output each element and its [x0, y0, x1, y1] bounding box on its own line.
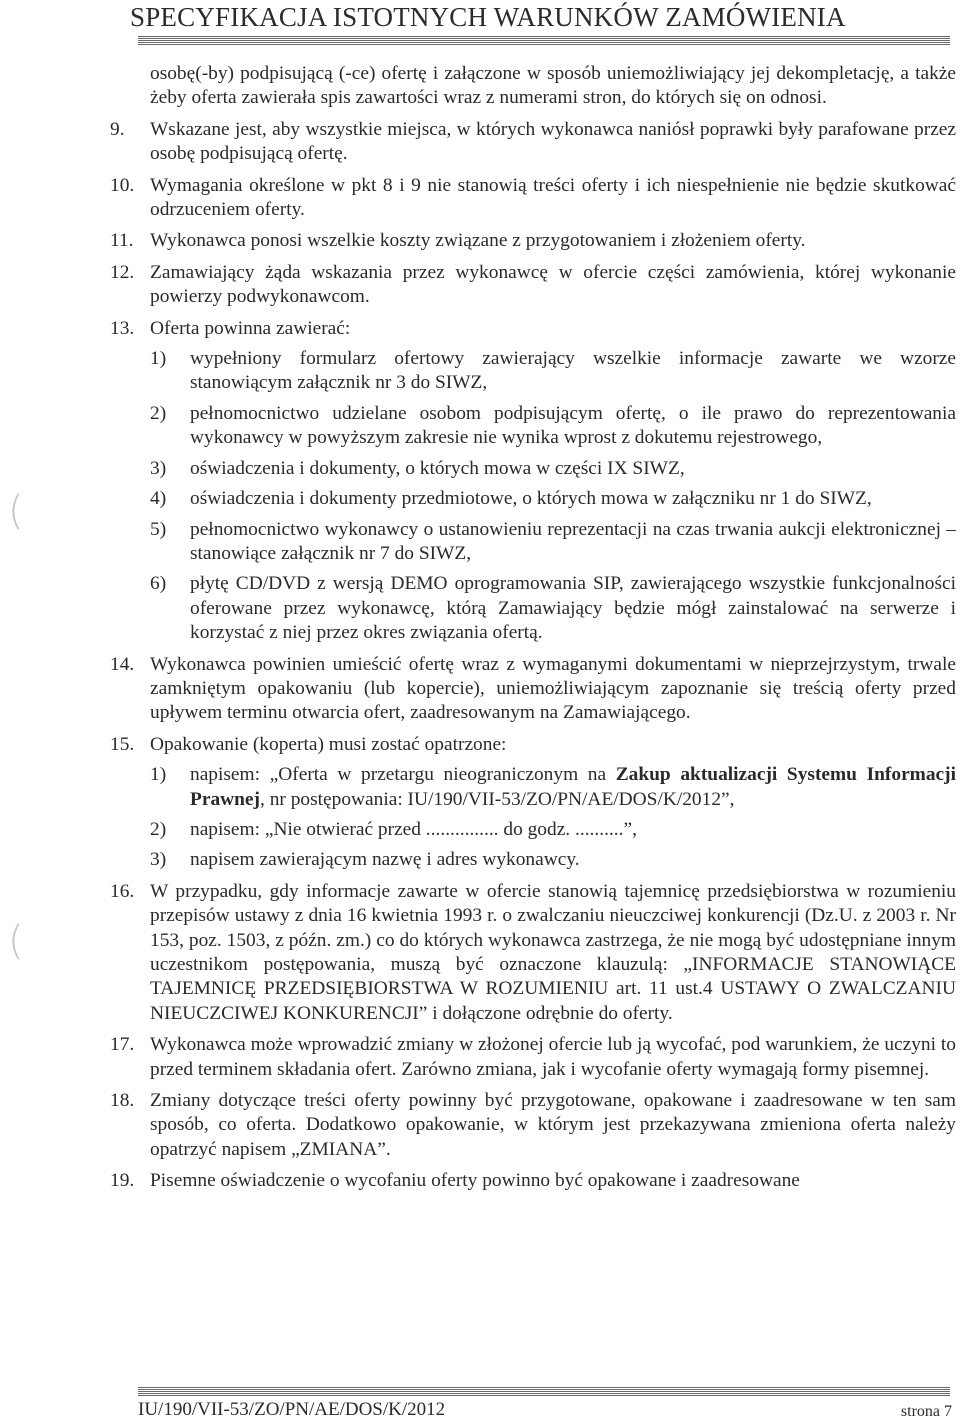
- sub-item-2: [150, 818, 956, 842]
- list-item-12: [110, 261, 956, 310]
- footer-rule: [138, 1387, 950, 1396]
- sub-item-number: 5): [150, 518, 167, 540]
- sub-item-4: [150, 487, 956, 511]
- item-text: Zmiany dotyczące treści oferty powinny być przygotowane, opakowane i zaadresowane w ten sam sposób, co oferta. Dodatkowo opakowanie, w którym jest przekazywana zmieniona oferta należy opatrzyć napisem „ZMIANA”.: [150, 1090, 956, 1160]
- sub-item-number: 3): [150, 849, 167, 871]
- item-text: Wykonawca ponosi wszelkie koszty związane z przygotowaniem i złożeniem oferty.: [150, 230, 806, 252]
- list-item-15: [110, 733, 956, 873]
- item-number: 15.: [110, 733, 135, 755]
- sub-item-6: [150, 572, 956, 645]
- sub-item-number: 2): [150, 818, 167, 840]
- item-text: Pisemne oświadczenie o wycofaniu oferty powinno być opakowane i zaadresowane: [150, 1170, 800, 1192]
- procurement-subject: Zakup aktualizacji Systemu Informacji Prawnej: [190, 764, 956, 810]
- sub-item-text: płytę CD/DVD z wersją DEMO oprogramowania SIP, zawierającego wszystkie funkcjonalności oferowane przez wykonawcę, którą Zamawiający będzie mógł zainstalować na serwerze i korzystać z niej przez okres związania ofertą.: [190, 573, 956, 644]
- sub-item-text: [190, 763, 956, 812]
- list-item-14: [110, 653, 956, 726]
- item-text: Wymagania określone w pkt 8 i 9 nie stanowią treści oferty i ich niespełnienie nie będzie skutkować odrzuceniem oferty.: [150, 174, 956, 221]
- sub-item-number: 1): [150, 348, 167, 370]
- sub-item-text: wypełniony formularz ofertowy zawierający wszelkie informacje zawarte we wzorze stanowiącym załącznik nr 3 do SIWZ,: [190, 348, 956, 394]
- item-number: 13.: [110, 317, 135, 339]
- sub-item-3: [150, 848, 956, 872]
- sub-item-text: oświadczenia i dokumenty, o których mowa w części IX SIWZ,: [190, 457, 685, 479]
- margin-mark: (: [8, 918, 24, 964]
- sub-item-text: napisem zawierającym nazwę i adres wykonawcy.: [190, 849, 580, 871]
- list-item-13: [110, 317, 956, 646]
- item-text: W przypadku, gdy informacje zawarte w ofercie stanowią tajemnicę przedsiębiorstwa w rozumieniu przepisów ustawy z dnia 16 kwietnia 1993 r. o zwalczaniu nieuczciwej konkurencji (Dz.U. z 2003 r. Nr 153, poz. 1503, z późn. zm.) co do których wykonawca zastrzega, że nie mogą być udostępniane innym uczestnikom postępowania, muszą być oznaczone klauzulą: „INFORMACJE STANOWIĄCE TAJEMNICĘ PRZEDSIĘBIORSTWA W ROZUMIENIU art. 11 ust.4 USTAWY O ZWALCZANIU NIEUCZCIWEJ KONKURENCJI” i dołączone odrębnie do oferty.: [150, 880, 956, 1024]
- sub-item-number: 1): [150, 764, 167, 786]
- item-text: Zamawiający żąda wskazania przez wykonawcę w ofercie części zamówienia, której wykonanie powierzy podwykonawcom.: [150, 261, 956, 308]
- sub-item-number: 6): [150, 573, 167, 595]
- sub-item-text: napisem: „Nie otwierać przed ............... do godz. ..........”,: [190, 818, 637, 840]
- item-number: 9.: [110, 118, 125, 140]
- sub-item-1: [150, 763, 956, 812]
- list-item-19: [110, 1169, 956, 1193]
- item-number: 18.: [110, 1090, 135, 1112]
- sub-item-text-post: , nr postępowania: IU/190/VII-53/ZO/PN/AE/DOS/K/2012”,: [260, 788, 735, 810]
- sub-item-text: pełnomocnictwo udzielane osobom podpisującym ofertę, o ile prawo do reprezentowania wykonawcy w powyższym zakresie nie wynika wprost z dokutemu rejestrowego,: [190, 402, 956, 449]
- item-number: 12.: [110, 261, 135, 283]
- page-header-title: SPECYFIKACJA ISTOTNYCH WARUNKÓW ZAMÓWIENIA: [130, 2, 846, 32]
- sub-item-text: pełnomocnictwo wykonawcy o ustanowieniu reprezentacji na czas trwania aukcji elektronicznej – stanowiące załącznik nr 7 do SIWZ,: [190, 518, 956, 564]
- item-number: 16.: [110, 880, 135, 902]
- list-item-18: [110, 1089, 956, 1162]
- list-item-11: [110, 229, 956, 253]
- item-number: 14.: [110, 653, 135, 675]
- sub-item-number: 4): [150, 488, 167, 510]
- sub-item-3: [150, 457, 956, 481]
- header-rule: [138, 36, 950, 45]
- document-body: [110, 62, 956, 1201]
- item-text: Opakowanie (koperta) musi zostać opatrzone:: [150, 733, 507, 755]
- item-number: 19.: [110, 1170, 135, 1192]
- item-text: Wskazane jest, aby wszystkie miejsca, w których wykonawca naniósł poprawki były parafowane przez osobę podpisującą ofertę.: [150, 118, 956, 165]
- sub-item-1: [150, 347, 956, 396]
- item-number: 10.: [110, 174, 135, 196]
- list-item-17: [110, 1033, 956, 1082]
- list-item-16: [110, 880, 956, 1026]
- margin-mark: (: [8, 488, 24, 534]
- item-number: 11.: [110, 230, 134, 252]
- sub-item-number: 2): [150, 402, 167, 424]
- page-number: strona 7: [900, 1403, 952, 1420]
- intro-paragraph: osobę(-by) podpisującą (-ce) ofertę i załączone w sposób uniemożliwiający jej dekompletację, a także żeby oferta zawierała spis zawartości wraz z numerami stron, do których się on odnosi.: [150, 63, 956, 109]
- sub-item-2: [150, 402, 956, 451]
- sub-item-text-pre: napisem: „Oferta w przetargu nieograniczonym na: [190, 764, 616, 786]
- item-text: Wykonawca może wprowadzić zmiany w złożonej ofercie lub ją wycofać, pod warunkiem, że uczyni to przed terminem składania ofert. Zarówno zmiana, jak i wycofanie oferty wymagają formy pisemnej.: [150, 1034, 956, 1080]
- item-text: Oferta powinna zawierać:: [150, 317, 351, 339]
- footer-reference-number: IU/190/VII-53/ZO/PN/AE/DOS/K/2012: [138, 1399, 446, 1420]
- sub-item-5: [150, 518, 956, 567]
- list-item-10: [110, 174, 956, 223]
- item-text: Wykonawca powinien umieścić ofertę wraz z wymaganymi dokumentami w nieprzejrzystym, trwale zamkniętym opakowaniu (lub kopercie), uniemożliwiającym zapoznanie się treścią oferty przed upływem terminu otwarcia ofert, zaadresowanym na Zamawiającego.: [150, 653, 956, 724]
- sub-item-text: oświadczenia i dokumenty przedmiotowe, o których mowa w załączniku nr 1 do SIWZ,: [190, 488, 872, 510]
- list-item-9: [110, 118, 956, 167]
- item-number: 17.: [110, 1034, 135, 1056]
- sub-item-number: 3): [150, 457, 167, 479]
